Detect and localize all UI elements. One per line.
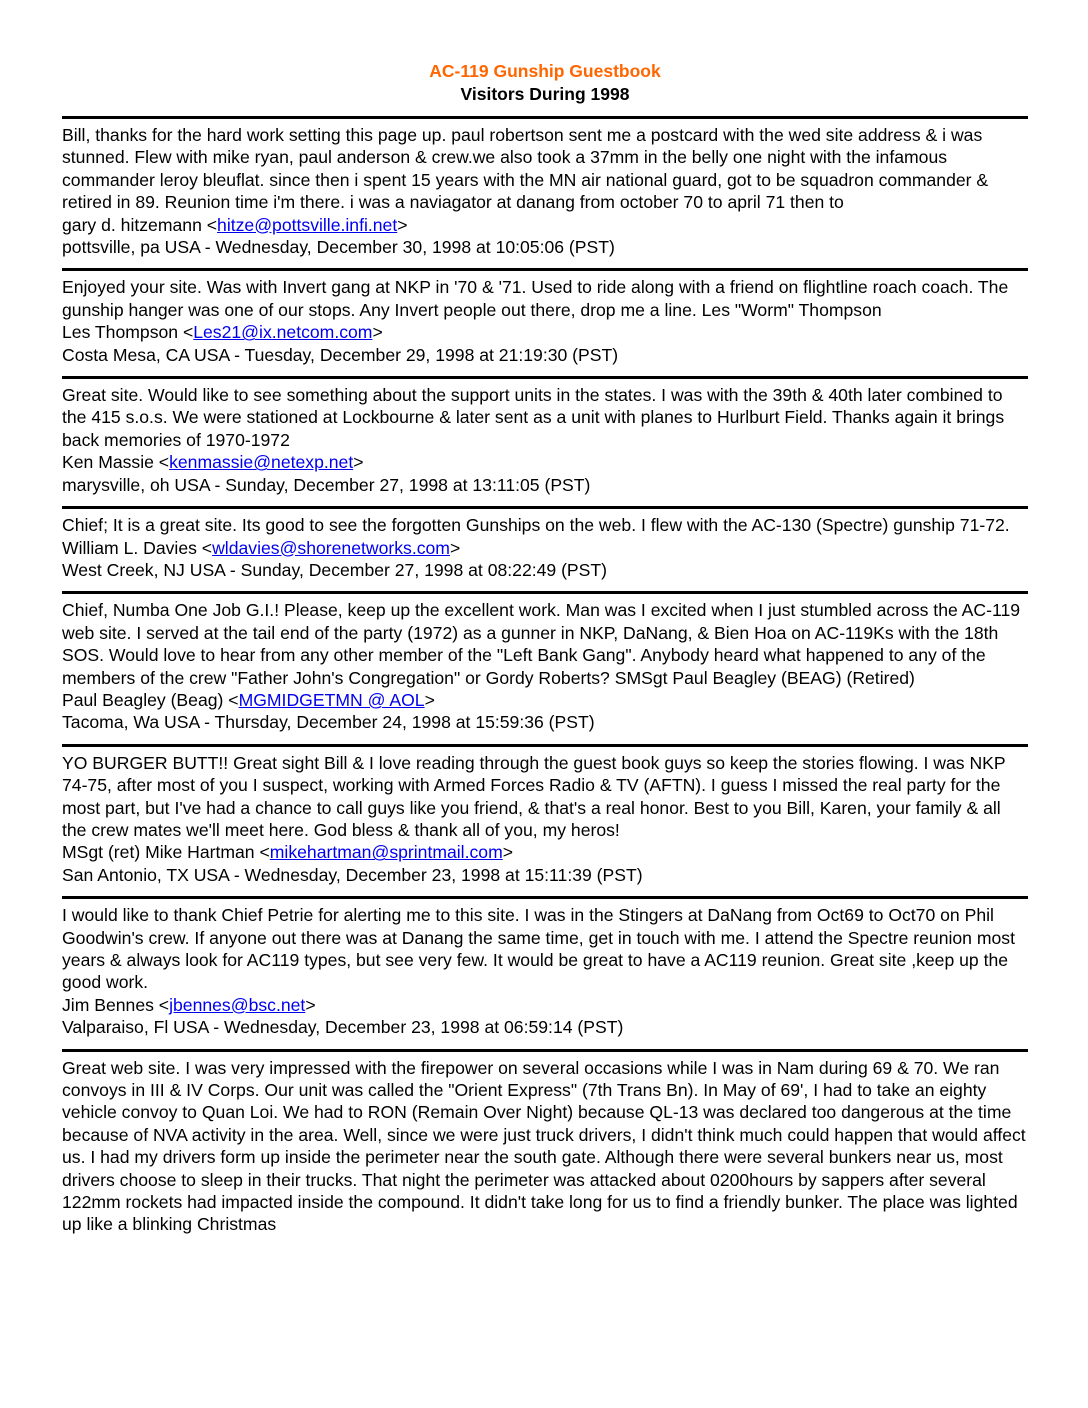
- guestbook-entry: [62, 116, 1028, 258]
- entry-email-link[interactable]: kenmassie@netexp.net: [169, 452, 354, 473]
- entry-name: gary d. hitzemann: [62, 214, 202, 235]
- entry-message: YO BURGER BUTT!! Great sight Bill & I love reading through the guest book guys so keep the stories flowing. I was NKP 74-75, after most of you I suspect, working with Armed Forces Radio & TV (AFTN). I guess I missed the real party for the most part, but I've had a chance to call guys like you friend, & that's a real honor. Best to you Bill, Karen, your family & all the crew mates we'll meet here. God bless & thank all of you, my heros!: [62, 752, 1006, 840]
- entry-signature: William L. Davies <wldavies@shorenetworks.com>: [62, 537, 461, 558]
- guestbook-entry: [62, 591, 1028, 733]
- entry-signature: Paul Beagley (Beag) <MGMIDGETMN @ AOL>: [62, 689, 435, 710]
- entry-location: Costa Mesa, CA USA - Tuesday, December 29, 1998 at 21:19:30 (PST): [62, 344, 619, 365]
- entry-email-link[interactable]: Les21@ix.netcom.com: [193, 322, 373, 343]
- page-subtitle: Visitors During 1998: [460, 84, 630, 104]
- entry-message: Chief; It is a great site. Its good to see the forgotten Gunships on the web. I flew with the AC-130 (Spectre) gunship 71-72.: [62, 515, 1010, 536]
- entry-name: Ken Massie: [62, 452, 154, 473]
- entry-location: Valparaiso, Fl USA - Wednesday, December 23, 1998 at 06:59:14 (PST): [62, 1017, 624, 1038]
- entry-email-link[interactable]: MGMIDGETMN @ AOL: [238, 689, 425, 710]
- page-header: [62, 60, 1028, 106]
- guestbook-entry: [62, 1049, 1028, 1236]
- entry-signature: MSgt (ret) Mike Hartman <mikehartman@sprintmail.com>: [62, 842, 514, 863]
- guestbook-entry: [62, 376, 1028, 496]
- entry-name: William L. Davies: [62, 537, 197, 558]
- guestbook-entry: [62, 896, 1028, 1038]
- page-title: AC-119 Gunship Guestbook: [429, 61, 661, 81]
- entry-message: I would like to thank Chief Petrie for alerting me to this site. I was in the Stingers at DaNang from Oct69 to Oct70 on Phil Goodwin's crew. If anyone out there was at Danang the same time, get in touch with me. I attend the Spectre reunion most years & always look for AC119 types, but see very few. It would be great to have a AC119 reunion. Great site ,keep up the good work.: [62, 905, 1015, 993]
- guestbook-entry: [62, 506, 1028, 581]
- entry-signature: Ken Massie <kenmassie@netexp.net>: [62, 452, 364, 473]
- entry-name: MSgt (ret) Mike Hartman: [62, 842, 255, 863]
- entry-location: pottsville, pa USA - Wednesday, December 30, 1998 at 10:05:06 (PST): [62, 237, 615, 258]
- entry-message: Great site. Would like to see something about the support units in the states. I was with the 39th & 40th later combined to the 415 s.o.s. We were stationed at Lockbourne & later sent as a unit with planes to Hurlburt Field. Thanks again it brings back memories of 1970-1972: [62, 385, 1005, 450]
- guestbook-entry: [62, 744, 1028, 886]
- entry-message: Enjoyed your site. Was with Invert gang at NKP in '70 & '71. Used to ride along with a friend on flightline roach coach. The gunship hanger was one of our stops. Any Invert people out there, drop me a line. Les "Worm" Thompson: [62, 277, 1009, 320]
- entry-email-link[interactable]: mikehartman@sprintmail.com: [269, 842, 503, 863]
- entry-email-link[interactable]: jbennes@bsc.net: [169, 994, 306, 1015]
- entry-location: West Creek, NJ USA - Sunday, December 27, 1998 at 08:22:49 (PST): [62, 559, 608, 580]
- entry-location: San Antonio, TX USA - Wednesday, December 23, 1998 at 15:11:39 (PST): [62, 864, 643, 885]
- entry-signature: Jim Bennes <jbennes@bsc.net>: [62, 994, 316, 1015]
- entry-email-link[interactable]: hitze@pottsville.infi.net: [217, 214, 398, 235]
- guestbook-page: [62, 60, 1028, 1246]
- entry-signature: Les Thompson <Les21@ix.netcom.com>: [62, 322, 383, 343]
- entry-name: Les Thompson: [62, 322, 179, 343]
- entry-location: marysville, oh USA - Sunday, December 27, 1998 at 13:11:05 (PST): [62, 474, 591, 495]
- entry-name: Jim Bennes: [62, 994, 154, 1015]
- entry-message: Bill, thanks for the hard work setting this page up. paul robertson sent me a postcard with the wed site address & i was stunned. Flew with mike ryan, paul anderson & crew.we also took a 37mm in the belly one night with the infamous commander leroy bleuflat. since then i spent 15 years with the MN air national guard, got to be squadron commander & retired in 89. Reunion time i'm there. i was a naviagator at danang from october 70 to april 71 then to: [62, 125, 989, 213]
- entry-signature: gary d. hitzemann <hitze@pottsville.infi.net>: [62, 214, 408, 235]
- entry-message: Great web site. I was very impressed with the firepower on several occasions while I was in Nam during 69 & 70. We ran convoys in III & IV Corps. Our unit was called the "Orient Express" (7th Trans Bn). In May of 69', I had to take an eighty vehicle convoy to Quan Loi. We had to RON (Remain Over Night) because QL-13 was declared too dangerous at the time because of NVA activity in the area. Well, since we were just truck drivers, I didn't think much could happen that would affect us. I had my drivers form up inside the perimeter near the south gate. Although there were several bunkers near us, most drivers choose to sleep in their trucks. That night the perimeter was attacked about 0200hours by sappers after several 122mm rockets had impacted inside the compound. It didn't take long for us to find a friendly bunker. The place was lighted up like a blinking Christmas: [62, 1057, 1026, 1235]
- guestbook-entry: [62, 268, 1028, 366]
- entry-message: Chief, Numba One Job G.I.! Please, keep up the excellent work. Man was I excited when I just stumbled across the AC-119 web site. I served at the tail end of the party (1972) as a gunner in NKP, DaNang, & Bien Hoa on AC-119Ks with the 18th SOS. Would love to hear from any other member of the "Left Bank Gang". Anybody heard what happened to any of the members of the crew "Father John's Congregation" or Gordy Roberts? SMSgt Paul Beagley (BEAG) (Retired): [62, 600, 1021, 688]
- entry-location: Tacoma, Wa USA - Thursday, December 24, 1998 at 15:59:36 (PST): [62, 712, 595, 733]
- entry-name: Paul Beagley (Beag): [62, 689, 224, 710]
- entry-email-link[interactable]: wldavies@shorenetworks.com: [212, 537, 450, 558]
